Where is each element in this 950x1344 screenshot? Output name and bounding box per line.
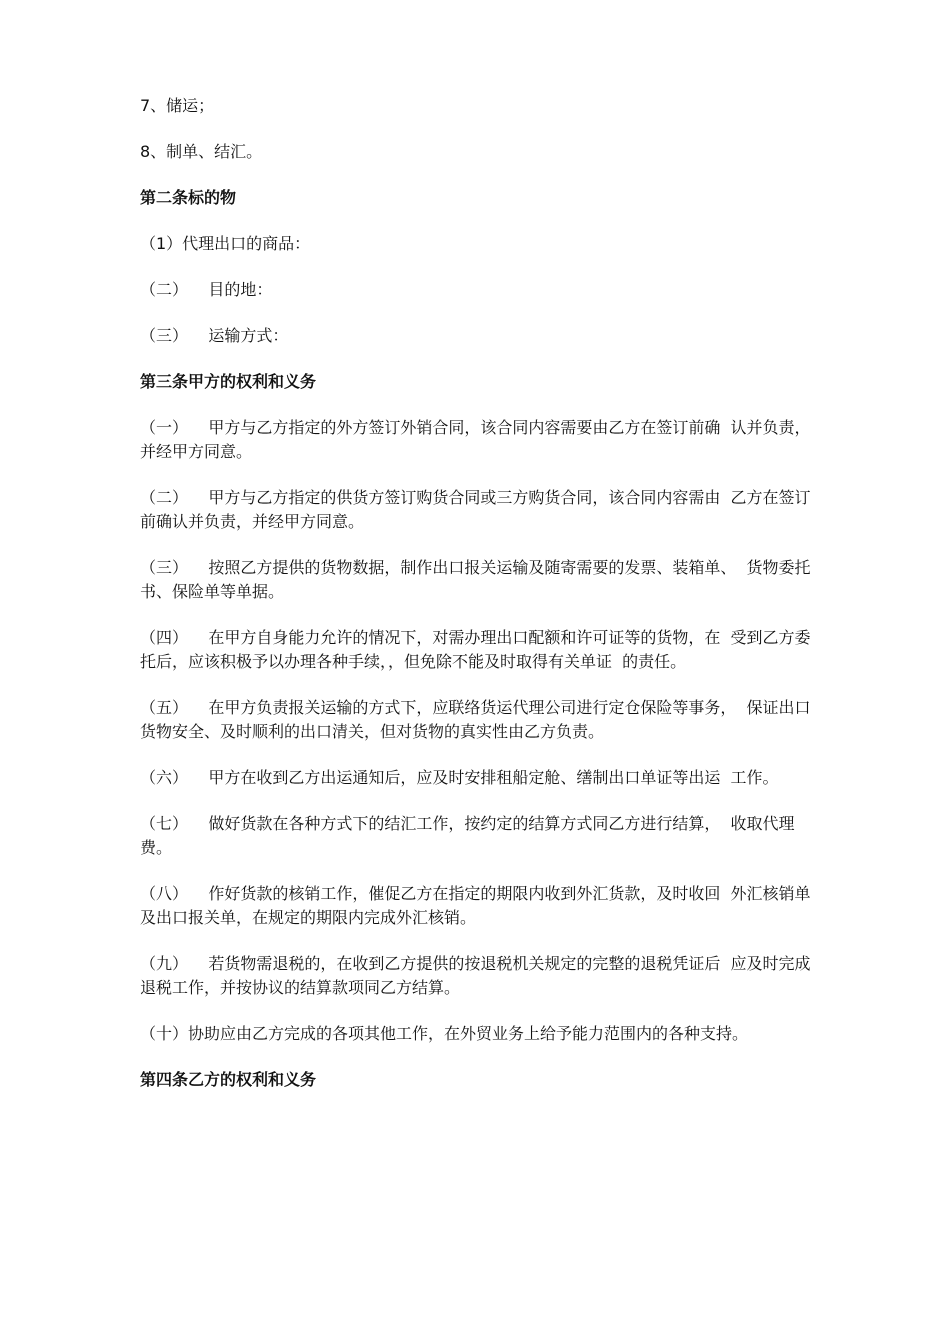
section-3-item-5: （五） 在甲方负责报关运输的方式下，应联络货运代理公司进行定仓保险等事务， 保证出口货物安全、及时顺利的出口清关，但对货物的真实性由乙方负责。 — [140, 698, 811, 741]
section-3-title: 第三条甲方的权利和义务 — [140, 372, 317, 391]
section-2-item-1: （1）代理出口的商品： — [140, 234, 311, 253]
list-line-8: 8、制单、结汇。 — [140, 142, 263, 161]
section-2-item-2: （二） 目的地： — [140, 280, 273, 299]
section-3-item-9: （九） 若货物需退税的，在收到乙方提供的按退税机关规定的完整的退税凭证后 应及时完成退税工作，并按协议的结算款项同乙方结算。 — [140, 954, 811, 997]
section-3-item-3: （三） 按照乙方提供的货物数据，制作出口报关运输及随寄需要的发票、装箱单、 货物委托书、保险单等单据。 — [140, 558, 811, 601]
section-4-title: 第四条乙方的权利和义务 — [140, 1070, 317, 1089]
section-3-item-8: （八） 作好货款的核销工作，催促乙方在指定的期限内收到外汇货款，及时收回 外汇核销单及出口报关单，在规定的期限内完成外汇核销。 — [140, 884, 811, 927]
section-2-title: 第二条标的物 — [140, 188, 237, 207]
section-2-item-3: （三） 运输方式： — [140, 326, 289, 345]
section-3-item-1: （一） 甲方与乙方指定的外方签订外销合同，该合同内容需要由乙方在签订前确 认并负责，并经甲方同意。 — [140, 418, 811, 461]
section-3-item-7: （七） 做好货款在各种方式下的结汇工作，按约定的结算方式同乙方进行结算， 收取代理费。 — [140, 814, 795, 857]
section-3-item-10: （十）协助应由乙方完成的各项其他工作，在外贸业务上给予能力范围内的各种支持。 — [140, 1024, 749, 1043]
section-3-item-2: （二） 甲方与乙方指定的供货方签订购货合同或三方购货合同，该合同内容需由 乙方在签订前确认并负责，并经甲方同意。 — [140, 488, 811, 531]
list-line-7: 7、储运； — [140, 96, 215, 115]
section-3-item-4: （四） 在甲方自身能力允许的情况下，对需办理出口配额和许可证等的货物，在 受到乙方委托后，应该积极予以办理各种手续，，但免除不能及时取得有关单证 的责任。 — [140, 628, 811, 671]
document-page — [140, 94, 820, 1114]
section-3-item-6: （六） 甲方在收到乙方出运通知后，应及时安排租船定舱、缮制出口单证等出运 工作。 — [140, 768, 779, 787]
